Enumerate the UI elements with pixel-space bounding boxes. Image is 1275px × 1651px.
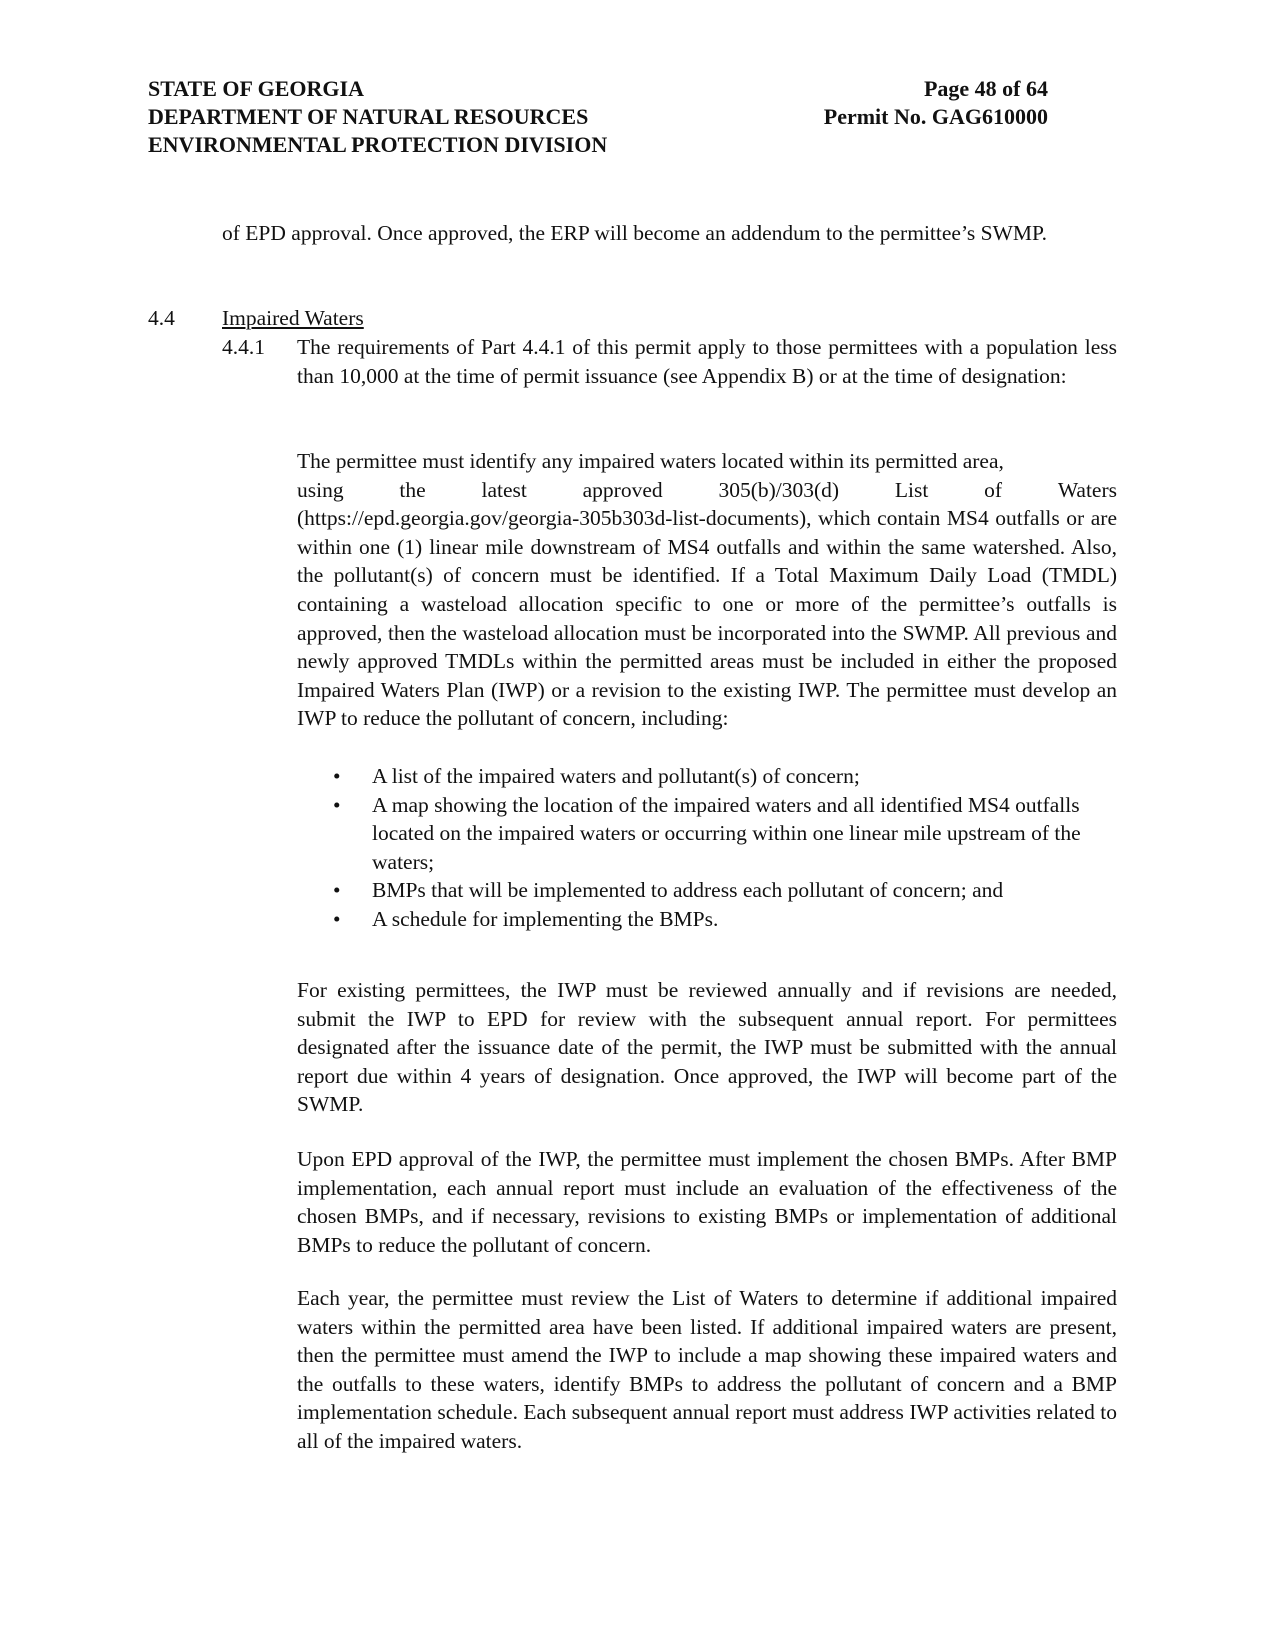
page-number: Page 48 of 64 [923,76,1048,101]
permit-number: Permit No. GAG610000 [823,104,1048,129]
word: Waters [1057,477,1117,502]
page-info-block [148,75,1048,131]
list-item-text: BMPs that will be implemented to address each pollutant of concern; and [372,878,1004,903]
annual-review-paragraph: Each year, the permittee must review the List of Waters to determine if additional impaired waters within the permitted area have been listed. If additional impaired waters are present, then the permittee must amend the IWP to include a map showing these impaired waters and the outfalls to these waters, identify BMPs to address the pollutant of concern and a BMP implementation schedule. Each subsequent annual report must address IWP activities related to all of the impaired waters. [297,1286,1117,1453]
bullet-icon: • [333,906,341,931]
list-item [297,876,1117,905]
list-item [297,762,1117,791]
section-number: 4.4 [148,306,175,330]
state-name: STATE OF GEORGIA [148,76,364,101]
list-item-text: A schedule for implementing the BMPs. [372,906,719,931]
review-paragraph: For existing permittees, the IWP must be reviewed annually and if revisions are needed, submit the IWP to EPD for review with the subsequent annual report. For permittees designated after the issuance date of the permit, the IWP must be submitted with the annual report due within 4 years of designation. Once approved, the IWP will become part of the SWMP. [297,978,1117,1117]
word: List [894,477,929,502]
department-name: DEPARTMENT OF NATURAL RESOURCES [148,104,589,129]
intro-paragraph: of EPD approval. Once approved, the ERP will become an addendum to the permittee’s SWMP. [222,221,1047,245]
subsection-number: 4.4.1 [222,335,265,359]
bullet-icon: • [333,792,341,817]
division-name: ENVIRONMENTAL PROTECTION DIVISION [148,132,608,157]
iwp-requirements-list [297,762,1117,934]
list-item [297,905,1117,934]
list-item-text: A list of the impaired waters and pollutant(s) of concern; [372,764,860,788]
word: latest [481,477,527,502]
word: approved [582,477,663,502]
implementation-paragraph: Upon EPD approval of the IWP, the permittee must implement the chosen BMPs. After BMP implementation, each annual report must include an evaluation of the effectiveness of the chosen BMPs, and if necessary, revisions to existing BMPs or implementation of additional BMPs to reduce the pollutant of concern. [297,1147,1117,1257]
paragraph-line: The permittee must identify any impaired waters located within its permitted area, [297,449,1004,473]
section-title: Impaired Waters [222,306,364,330]
word: 305(b)/303(d) [718,477,840,502]
list-item [297,791,1117,877]
word: of [984,477,1003,502]
bullet-icon: • [333,878,341,903]
word: using [297,477,344,502]
bullet-icon: • [333,764,341,788]
paragraph-rest: (https://epd.georgia.gov/georgia-305b303d-list-documents), which contain MS4 outfalls or are within one (1) linear mile downstream of MS4 outfalls and within the same watershed. Also, the pollutant(s) of concern must be identified. If a Total Maximum Daily Load (TMDL) containing a wasteload allocation specific to one or more of the permittee’s outfalls is approved, then the wasteload allocation must be incorporated into the SWMP. All previous and newly approved TMDLs within the permitted areas must be included in either the proposed Impaired Waters Plan (IWP) or a revision to the existing IWP. The permittee must develop an IWP to reduce the pollutant of concern, including: [297,506,1117,731]
paragraph-line-spread [297,476,1117,505]
word: the [399,477,426,502]
list-item-text: A map showing the location of the impaired waters and all identified MS4 outfalls located on the impaired waters or occurring within one linear mile upstream of the waters; [372,792,1081,874]
subsection-text: The requirements of Part 4.4.1 of this permit apply to those permittees with a population less than 10,000 at the time of permit issuance (see Appendix B) or at the time of designation: [297,335,1117,388]
identification-paragraph [297,447,1117,733]
